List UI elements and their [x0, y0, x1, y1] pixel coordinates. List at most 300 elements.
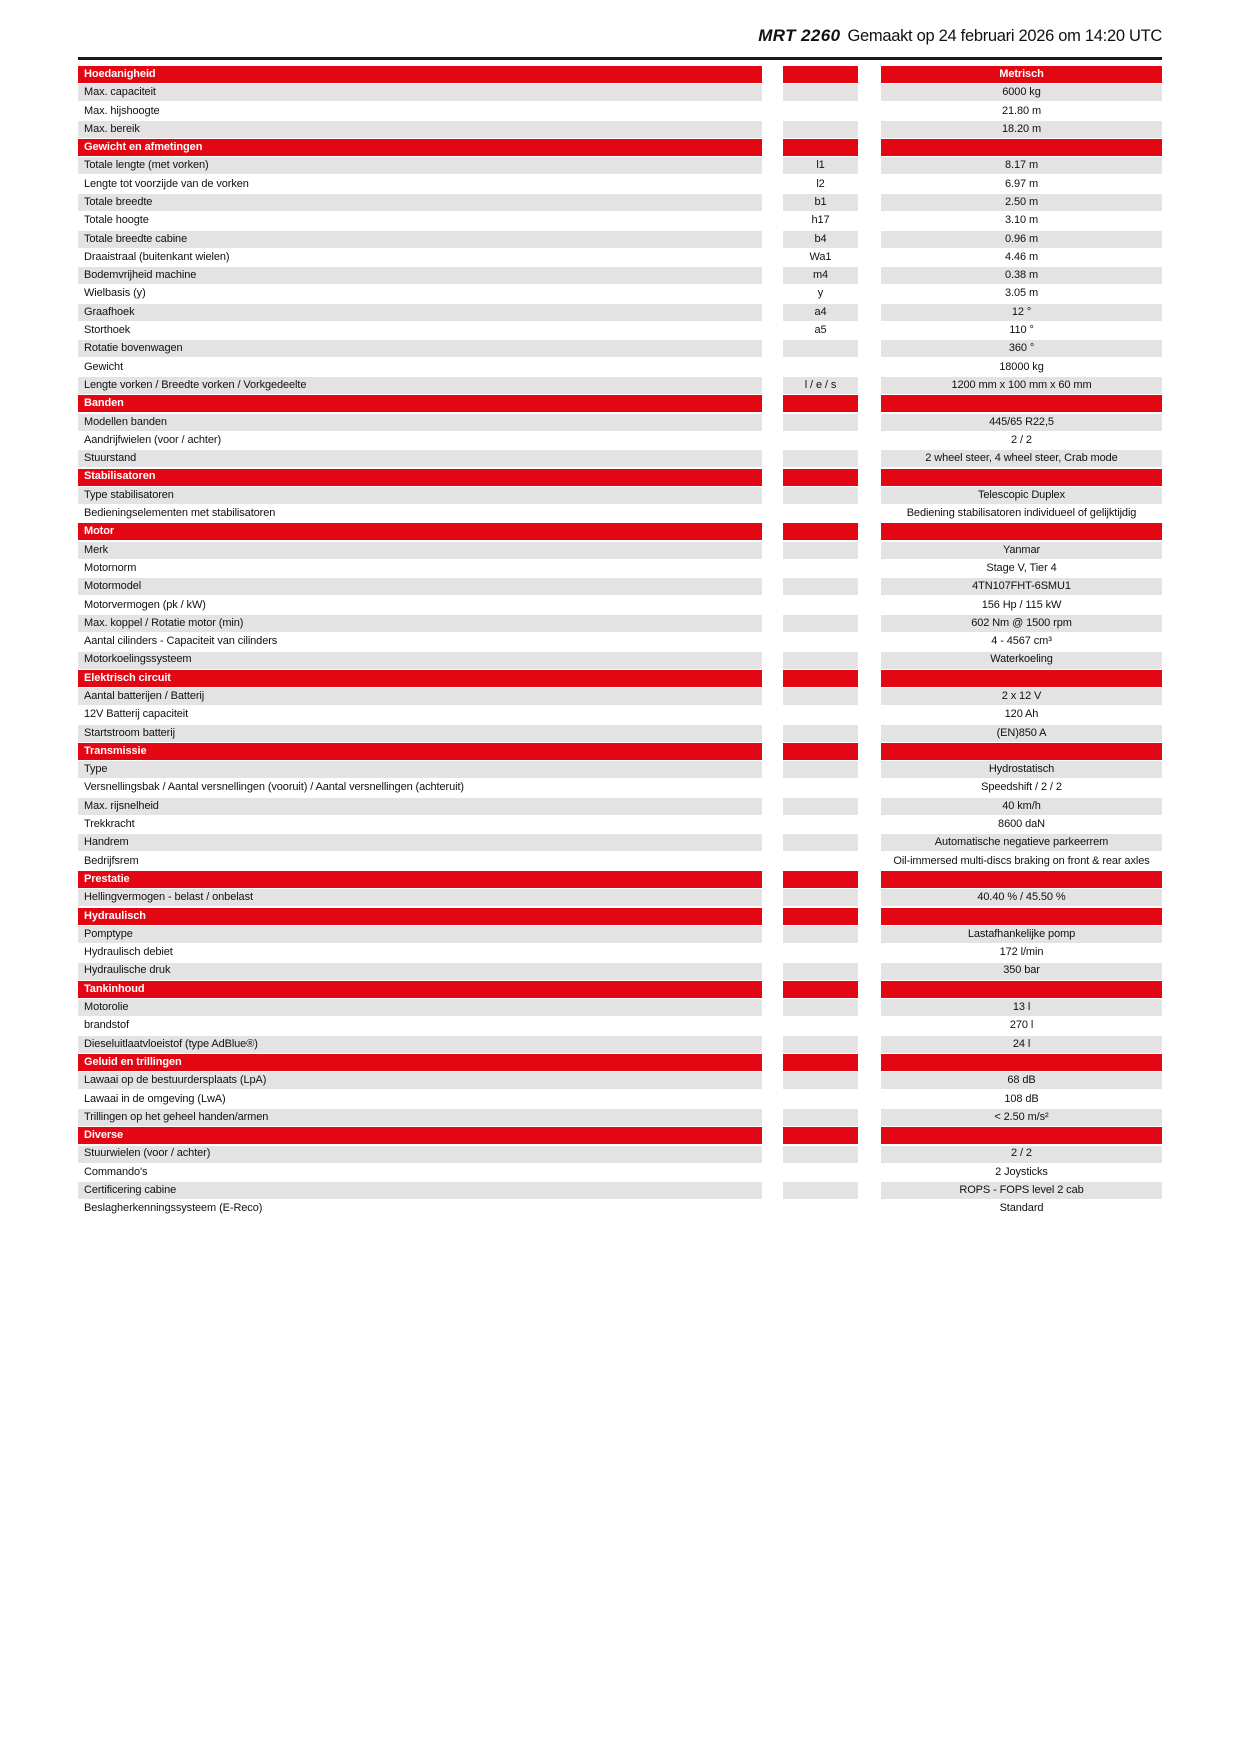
column-gap: [762, 560, 783, 577]
spec-symbol: y: [783, 286, 858, 303]
column-gap: [858, 944, 881, 961]
spec-label: Aandrijfwielen (voor / achter): [78, 432, 762, 449]
section-value-header: [881, 469, 1162, 486]
column-gap: [762, 908, 783, 925]
column-gap: [858, 1146, 881, 1163]
spec-label: Rotatie bovenwagen: [78, 340, 762, 357]
column-gap: [762, 121, 783, 138]
column-gap: [762, 523, 783, 540]
spec-label: Type stabilisatoren: [78, 487, 762, 504]
section-title: Elektrisch circuit: [78, 670, 762, 687]
spec-label: Totale hoogte: [78, 212, 762, 229]
spec-label: 12V Batterij capaciteit: [78, 706, 762, 723]
spec-row: [78, 212, 1162, 229]
spec-label: Trillingen op het geheel handen/armen: [78, 1109, 762, 1126]
column-gap: [762, 432, 783, 449]
spec-symbol: [783, 1036, 858, 1053]
column-gap: [858, 66, 881, 83]
spec-label: Lawaai in de omgeving (LwA): [78, 1091, 762, 1108]
column-gap: [762, 157, 783, 174]
section-symbol-cell: [783, 395, 858, 412]
spec-label: Max. bereik: [78, 121, 762, 138]
column-gap: [762, 1017, 783, 1034]
column-gap: [762, 871, 783, 888]
spec-label: Commando's: [78, 1164, 762, 1181]
column-gap: [762, 542, 783, 559]
section-header-row: [78, 1054, 1162, 1071]
spec-value: 172 l/min: [881, 944, 1162, 961]
column-gap: [762, 780, 783, 797]
spec-label: Stuurstand: [78, 450, 762, 467]
spec-label: Totale breedte cabine: [78, 231, 762, 248]
column-gap: [858, 688, 881, 705]
column-gap: [762, 615, 783, 632]
column-gap: [858, 652, 881, 669]
column-gap: [858, 139, 881, 156]
spec-value: 24 l: [881, 1036, 1162, 1053]
column-gap: [762, 1091, 783, 1108]
column-gap: [762, 267, 783, 284]
spec-symbol: [783, 926, 858, 943]
spec-value: 108 dB: [881, 1091, 1162, 1108]
spec-symbol: m4: [783, 267, 858, 284]
spec-value: 2 / 2: [881, 432, 1162, 449]
spec-symbol: b4: [783, 231, 858, 248]
section-value-header: [881, 1127, 1162, 1144]
column-gap: [858, 487, 881, 504]
section-symbol-cell: [783, 1054, 858, 1071]
section-value-header: [881, 981, 1162, 998]
column-gap: [762, 1127, 783, 1144]
column-gap: [858, 578, 881, 595]
section-header-row: [78, 1127, 1162, 1144]
section-symbol-cell: [783, 981, 858, 998]
section-title: Hoedanigheid: [78, 66, 762, 83]
column-gap: [858, 1054, 881, 1071]
spec-label: Gewicht: [78, 359, 762, 376]
column-gap: [762, 981, 783, 998]
spec-symbol: [783, 597, 858, 614]
spec-value: 2.50 m: [881, 194, 1162, 211]
spec-value: Hydrostatisch: [881, 761, 1162, 778]
spec-symbol: [783, 999, 858, 1016]
section-title: Stabilisatoren: [78, 469, 762, 486]
column-gap: [762, 597, 783, 614]
section-symbol-cell: [783, 523, 858, 540]
spec-symbol: [783, 816, 858, 833]
spec-value: Lastafhankelijke pomp: [881, 926, 1162, 943]
column-gap: [762, 84, 783, 101]
column-gap: [858, 798, 881, 815]
spec-value: 4TN107FHT-6SMU1: [881, 578, 1162, 595]
section-symbol-cell: [783, 139, 858, 156]
spec-row: [78, 1091, 1162, 1108]
section-title: Transmissie: [78, 743, 762, 760]
spec-row: [78, 1146, 1162, 1163]
section-value-header: [881, 395, 1162, 412]
spec-value: 360 °: [881, 340, 1162, 357]
column-gap: [858, 194, 881, 211]
column-gap: [762, 505, 783, 522]
column-gap: [762, 286, 783, 303]
spec-value: 4 - 4567 cm³: [881, 633, 1162, 650]
spec-label: brandstof: [78, 1017, 762, 1034]
spec-value: 8.17 m: [881, 157, 1162, 174]
column-gap: [762, 1146, 783, 1163]
spec-symbol: b1: [783, 194, 858, 211]
column-gap: [858, 1164, 881, 1181]
section-header-row: [78, 871, 1162, 888]
column-gap: [858, 1072, 881, 1089]
column-gap: [762, 633, 783, 650]
column-gap: [858, 176, 881, 193]
spec-label: Bedrijfsrem: [78, 853, 762, 870]
spec-label: Wielbasis (y): [78, 286, 762, 303]
column-gap: [858, 560, 881, 577]
spec-symbol: [783, 578, 858, 595]
column-gap: [762, 670, 783, 687]
spec-label: Bodemvrijheid machine: [78, 267, 762, 284]
spec-label: Max. hijshoogte: [78, 103, 762, 120]
section-title: Gewicht en afmetingen: [78, 139, 762, 156]
column-gap: [762, 706, 783, 723]
spec-value: 156 Hp / 115 kW: [881, 597, 1162, 614]
section-header-row: [78, 139, 1162, 156]
spec-value: 21.80 m: [881, 103, 1162, 120]
section-title: Diverse: [78, 1127, 762, 1144]
section-value-header: [881, 139, 1162, 156]
column-gap: [858, 1091, 881, 1108]
spec-symbol: [783, 103, 858, 120]
spec-value: 602 Nm @ 1500 rpm: [881, 615, 1162, 632]
spec-row: [78, 194, 1162, 211]
spec-symbol: [783, 1109, 858, 1126]
spec-row: [78, 121, 1162, 138]
section-value-header: [881, 523, 1162, 540]
column-gap: [762, 1200, 783, 1217]
spec-row: [78, 944, 1162, 961]
spec-row: [78, 359, 1162, 376]
spec-symbol: [783, 1164, 858, 1181]
column-gap: [858, 743, 881, 760]
spec-value: Standard: [881, 1200, 1162, 1217]
column-gap: [858, 523, 881, 540]
spec-symbol: [783, 963, 858, 980]
spec-symbol: [783, 1182, 858, 1199]
spec-value: Stage V, Tier 4: [881, 560, 1162, 577]
section-header-row: [78, 981, 1162, 998]
spec-row: [78, 1182, 1162, 1199]
spec-symbol: [783, 761, 858, 778]
spec-row: [78, 963, 1162, 980]
spec-symbol: [783, 780, 858, 797]
spec-symbol: [783, 615, 858, 632]
spec-row: [78, 414, 1162, 431]
spec-value: Oil-immersed multi-discs braking on front & rear axles: [881, 853, 1162, 870]
spec-value: (EN)850 A: [881, 725, 1162, 742]
spec-row: [78, 286, 1162, 303]
column-gap: [762, 377, 783, 394]
column-gap: [762, 926, 783, 943]
spec-row: [78, 560, 1162, 577]
spec-label: Trekkracht: [78, 816, 762, 833]
column-gap: [762, 963, 783, 980]
spec-row: [78, 1200, 1162, 1217]
column-gap: [762, 743, 783, 760]
column-gap: [858, 999, 881, 1016]
spec-value: Waterkoeling: [881, 652, 1162, 669]
spec-row: [78, 267, 1162, 284]
spec-value: 6000 kg: [881, 84, 1162, 101]
doc-header: [78, 26, 1162, 46]
column-gap: [762, 578, 783, 595]
column-gap: [858, 834, 881, 851]
spec-value: 2 wheel steer, 4 wheel steer, Crab mode: [881, 450, 1162, 467]
spec-row: [78, 780, 1162, 797]
section-header-row: [78, 66, 1162, 83]
column-gap: [762, 834, 783, 851]
spec-symbol: [783, 944, 858, 961]
spec-row: [78, 1017, 1162, 1034]
column-gap: [858, 84, 881, 101]
spec-row: [78, 450, 1162, 467]
spec-label: Max. rijsnelheid: [78, 798, 762, 815]
column-gap: [762, 1164, 783, 1181]
section-symbol-cell: [783, 66, 858, 83]
spec-row: [78, 432, 1162, 449]
spec-row: [78, 1036, 1162, 1053]
spec-label: Hydraulische druk: [78, 963, 762, 980]
spec-value: 2 Joysticks: [881, 1164, 1162, 1181]
spec-row: [78, 542, 1162, 559]
column-gap: [762, 414, 783, 431]
column-gap: [858, 231, 881, 248]
spec-value: 6.97 m: [881, 176, 1162, 193]
column-gap: [762, 1182, 783, 1199]
section-symbol-cell: [783, 469, 858, 486]
column-gap: [858, 963, 881, 980]
column-gap: [858, 157, 881, 174]
spec-label: Hydraulisch debiet: [78, 944, 762, 961]
column-gap: [858, 450, 881, 467]
section-title: Hydraulisch: [78, 908, 762, 925]
spec-row: [78, 157, 1162, 174]
spec-row: [78, 322, 1162, 339]
spec-value: 40 km/h: [881, 798, 1162, 815]
section-value-header: [881, 1054, 1162, 1071]
section-header-row: [78, 670, 1162, 687]
spec-value: < 2.50 m/s²: [881, 1109, 1162, 1126]
spec-value: 68 dB: [881, 1072, 1162, 1089]
column-gap: [858, 304, 881, 321]
spec-symbol: [783, 652, 858, 669]
spec-label: Handrem: [78, 834, 762, 851]
column-gap: [858, 670, 881, 687]
section-title: Prestatie: [78, 871, 762, 888]
column-gap: [762, 231, 783, 248]
section-header-row: [78, 523, 1162, 540]
column-gap: [762, 1036, 783, 1053]
spec-symbol: [783, 1091, 858, 1108]
spec-symbol: [783, 414, 858, 431]
column-gap: [762, 1109, 783, 1126]
column-gap: [762, 322, 783, 339]
spec-symbol: [783, 121, 858, 138]
spec-label: Certificering cabine: [78, 1182, 762, 1199]
spec-row: [78, 633, 1162, 650]
column-gap: [858, 1200, 881, 1217]
spec-symbol: [783, 1146, 858, 1163]
spec-value: 350 bar: [881, 963, 1162, 980]
spec-label: Pomptype: [78, 926, 762, 943]
section-title: Tankinhoud: [78, 981, 762, 998]
column-gap: [762, 798, 783, 815]
spec-row: [78, 706, 1162, 723]
spec-label: Hellingvermogen - belast / onbelast: [78, 889, 762, 906]
spec-symbol: [783, 487, 858, 504]
column-gap: [762, 725, 783, 742]
spec-symbol: l2: [783, 176, 858, 193]
section-title: Motor: [78, 523, 762, 540]
column-gap: [858, 267, 881, 284]
section-title: Banden: [78, 395, 762, 412]
spec-symbol: a4: [783, 304, 858, 321]
spec-symbol: [783, 688, 858, 705]
spec-value: 0.96 m: [881, 231, 1162, 248]
column-gap: [762, 469, 783, 486]
spec-symbol: [783, 432, 858, 449]
spec-label: Max. capaciteit: [78, 84, 762, 101]
spec-value: 13 l: [881, 999, 1162, 1016]
spec-label: Dieseluitlaatvloeistof (type AdBlue®): [78, 1036, 762, 1053]
section-title: Geluid en trillingen: [78, 1054, 762, 1071]
section-value-header: [881, 908, 1162, 925]
spec-value: 3.05 m: [881, 286, 1162, 303]
column-gap: [762, 340, 783, 357]
spec-value: 40.40 % / 45.50 %: [881, 889, 1162, 906]
spec-label: Motornorm: [78, 560, 762, 577]
spec-symbol: l1: [783, 157, 858, 174]
spec-symbol: [783, 450, 858, 467]
spec-symbol: Wa1: [783, 249, 858, 266]
column-gap: [858, 706, 881, 723]
spec-symbol: a5: [783, 322, 858, 339]
spec-value: 1200 mm x 100 mm x 60 mm: [881, 377, 1162, 394]
spec-symbol: [783, 340, 858, 357]
spec-symbol: [783, 853, 858, 870]
column-gap: [762, 395, 783, 412]
column-gap: [858, 725, 881, 742]
spec-row: [78, 176, 1162, 193]
spec-symbol: [783, 84, 858, 101]
column-gap: [858, 1017, 881, 1034]
spec-value: Yanmar: [881, 542, 1162, 559]
spec-row: [78, 834, 1162, 851]
spec-row: [78, 597, 1162, 614]
spec-symbol: [783, 633, 858, 650]
spec-symbol: [783, 1200, 858, 1217]
column-gap: [858, 761, 881, 778]
spec-value: Speedshift / 2 / 2: [881, 780, 1162, 797]
spec-value: 0.38 m: [881, 267, 1162, 284]
section-symbol-cell: [783, 908, 858, 925]
column-gap: [858, 1036, 881, 1053]
spec-table: [78, 66, 1162, 1219]
column-gap: [858, 981, 881, 998]
column-gap: [762, 304, 783, 321]
spec-symbol: [783, 706, 858, 723]
section-value-header: [881, 670, 1162, 687]
section-header-row: [78, 908, 1162, 925]
spec-value: 18000 kg: [881, 359, 1162, 376]
column-gap: [858, 212, 881, 229]
spec-symbol: [783, 1072, 858, 1089]
column-gap: [858, 542, 881, 559]
spec-row: [78, 889, 1162, 906]
column-gap: [858, 414, 881, 431]
spec-value: 270 l: [881, 1017, 1162, 1034]
spec-value: 8600 daN: [881, 816, 1162, 833]
spec-value: Automatische negatieve parkeerrem: [881, 834, 1162, 851]
spec-label: Modellen banden: [78, 414, 762, 431]
column-gap: [762, 944, 783, 961]
column-gap: [762, 450, 783, 467]
section-header-row: [78, 743, 1162, 760]
spec-value: 445/65 R22,5: [881, 414, 1162, 431]
spec-label: Max. koppel / Rotatie motor (min): [78, 615, 762, 632]
section-symbol-cell: [783, 743, 858, 760]
column-gap: [858, 249, 881, 266]
spec-row: [78, 615, 1162, 632]
column-gap: [762, 359, 783, 376]
spec-row: [78, 999, 1162, 1016]
spec-label: Beslagherkenningssysteem (E-Reco): [78, 1200, 762, 1217]
column-gap: [762, 212, 783, 229]
section-header-row: [78, 395, 1162, 412]
generated-timestamp: Gemaakt op 24 februari 2026 om 14:20 UTC: [847, 27, 1162, 45]
column-gap: [762, 761, 783, 778]
spec-label: Startstroom batterij: [78, 725, 762, 742]
spec-row: [78, 798, 1162, 815]
section-symbol-cell: [783, 670, 858, 687]
spec-row: [78, 652, 1162, 669]
column-gap: [762, 999, 783, 1016]
spec-row: [78, 1072, 1162, 1089]
spec-value: 110 °: [881, 322, 1162, 339]
section-symbol-cell: [783, 1127, 858, 1144]
column-gap: [858, 816, 881, 833]
spec-value: 2 x 12 V: [881, 688, 1162, 705]
column-gap: [762, 194, 783, 211]
spec-value: 12 °: [881, 304, 1162, 321]
spec-label: Lengte vorken / Breedte vorken / Vorkgedeelte: [78, 377, 762, 394]
spec-value: Bediening stabilisatoren individueel of gelijktijdig: [881, 505, 1162, 522]
column-gap: [858, 926, 881, 943]
column-gap: [858, 908, 881, 925]
spec-row: [78, 249, 1162, 266]
column-gap: [762, 139, 783, 156]
spec-label: Motormodel: [78, 578, 762, 595]
spec-label: Draaistraal (buitenkant wielen): [78, 249, 762, 266]
column-gap: [858, 432, 881, 449]
spec-value: Telescopic Duplex: [881, 487, 1162, 504]
spec-row: [78, 84, 1162, 101]
spec-symbol: [783, 505, 858, 522]
spec-label: Stuurwielen (voor / achter): [78, 1146, 762, 1163]
spec-row: [78, 926, 1162, 943]
spec-symbol: [783, 359, 858, 376]
column-gap: [858, 340, 881, 357]
